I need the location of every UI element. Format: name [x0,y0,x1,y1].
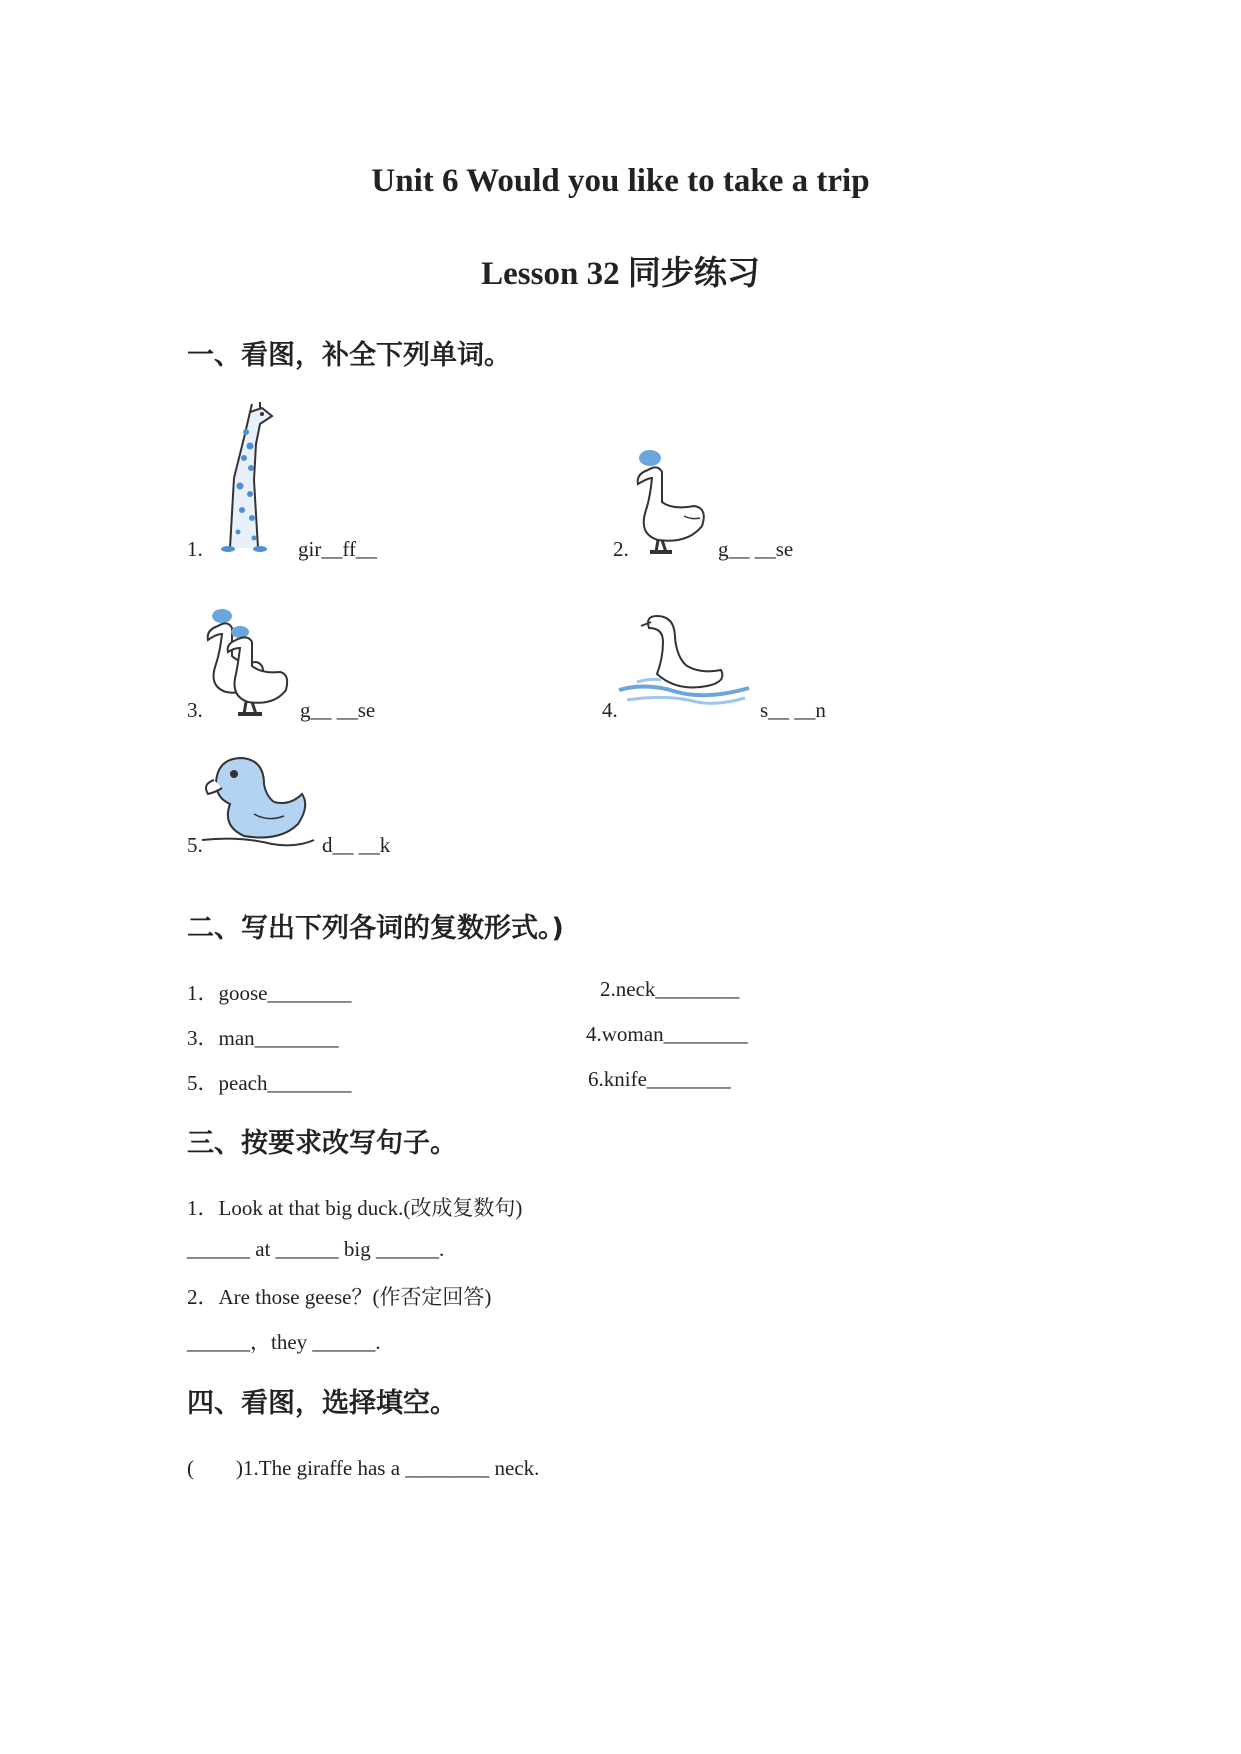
item3-number: 3. [187,698,203,722]
item2-number: 2. [613,537,629,561]
section3-heading: 三、按要求改写句子。 [187,1128,457,1159]
rewrite-answer-2: ______，they ______. [187,1330,381,1354]
goose-image [628,448,712,558]
plural-item-5: 5．peach________ [187,1071,352,1095]
rewrite-question-2: 2．Are those geese？(作否定回答) [187,1285,492,1309]
swan-image [617,608,753,710]
plural-item-6: 6.knife________ [588,1067,731,1091]
plural-item-2: 2.neck________ [600,977,740,1001]
item2-word: g__ __se [718,537,794,561]
item5-word: d__ __k [322,833,391,857]
page-title: Unit 6 Would you like to take a trip [371,163,870,199]
giraffe-image [200,398,280,554]
item5-number: 5. [187,833,203,857]
rewrite-answer-1: ______ at ______ big ______. [187,1237,445,1261]
page-subtitle: Lesson 32 同步练习 [481,256,760,292]
choice-question-1: ( )1.The giraffe has a ________ neck. [187,1456,540,1480]
duck-image [200,744,316,850]
item3-word: g__ __se [300,698,376,722]
section1-heading: 一、看图，补全下列单词。 [187,340,511,371]
item1-word: gir__ff__ [298,537,377,561]
section2-heading: 二、写出下列各词的复数形式。) [187,913,564,944]
item4-word: s__ __n [760,698,826,722]
item4-number: 4. [602,698,618,722]
plural-item-3: 3．man________ [187,1026,339,1050]
plural-item-1: 1．goose________ [187,981,352,1005]
plural-item-4: 4.woman________ [586,1022,748,1046]
rewrite-question-1: 1．Look at that big duck.(改成复数句) [187,1196,523,1220]
geese-image [200,606,292,718]
item1-number: 1. [187,537,203,561]
section4-heading: 四、看图，选择填空。 [187,1388,457,1419]
